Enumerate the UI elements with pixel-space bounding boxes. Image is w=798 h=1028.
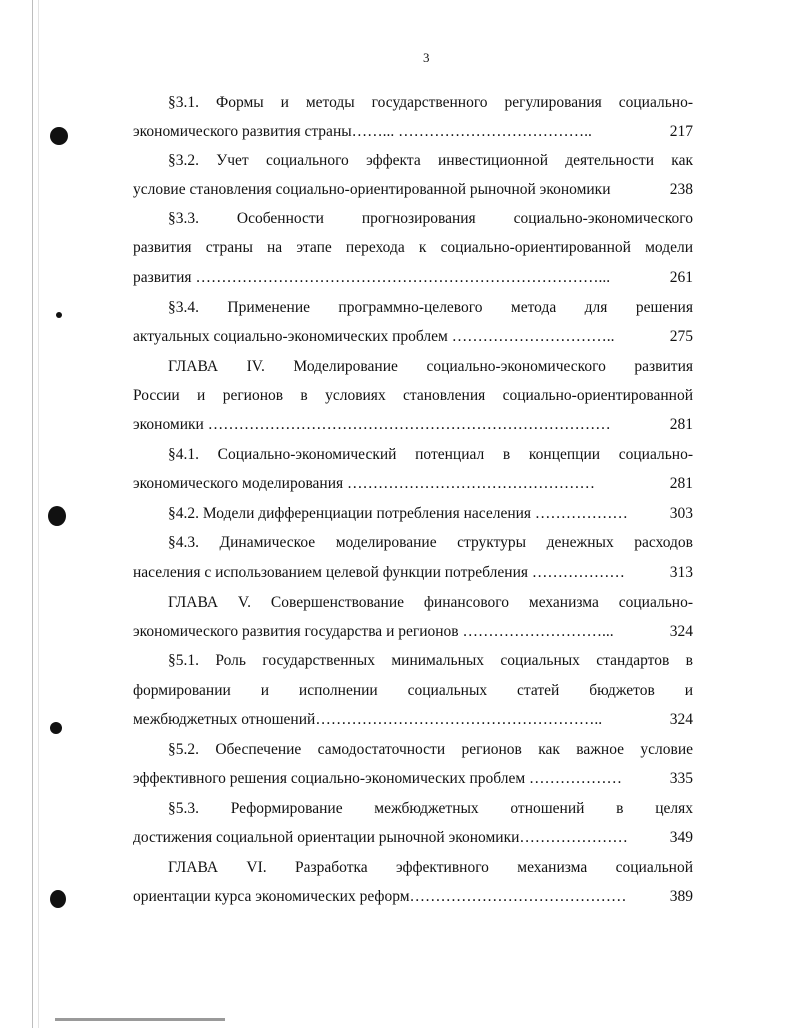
toc-entry-3-2-line1: §3.2. Учет социального эффекта инвестиционной деятельности как bbox=[168, 152, 693, 169]
toc-entry-4-3-line1: §4.3. Динамическое моделирование структуры денежных расходов bbox=[168, 534, 693, 551]
scan-speck bbox=[56, 312, 62, 318]
scan-edge-line-secondary bbox=[38, 0, 39, 1028]
toc-page-number: 313 bbox=[669, 564, 693, 581]
toc-entry-3-2-line2: условие становления социально-ориентированной рыночной экономики 238 bbox=[133, 177, 693, 203]
toc-entry-5-3-line1: §5.3. Реформирование межбюджетных отношений в целях bbox=[168, 800, 693, 817]
toc-page-number: 281 bbox=[669, 475, 693, 492]
toc-page-number: 217 bbox=[669, 123, 693, 140]
toc-entry-4-2: §4.2. Модели дифференциации потребления населения ……………… 303 bbox=[168, 501, 693, 527]
toc-entry-3-3-line2: развития страны на этапе перехода к социально-ориентированной модели bbox=[133, 239, 693, 256]
binder-hole-mark bbox=[50, 722, 62, 734]
toc-entry-5-1-line3: межбюджетных отношений……………………………………………….. 324 bbox=[133, 707, 693, 733]
toc-page-number: 261 bbox=[669, 269, 693, 286]
toc-page-number: 389 bbox=[669, 888, 693, 905]
toc-entry-4-3-line2: населения с использованием целевой функции потребления ……………… 313 bbox=[133, 560, 693, 586]
toc-page-number: 238 bbox=[669, 181, 693, 198]
toc-entry-3-1-line2: экономического развития страны……... ……………………………….. 217 bbox=[133, 119, 693, 145]
toc-page-number: 349 bbox=[669, 829, 693, 846]
toc-chapter-6-line1: ГЛАВА VI. Разработка эффективного механизма социальной bbox=[168, 859, 693, 876]
toc-chapter-5-line2: экономического развития государства и регионов ………………………... 324 bbox=[133, 619, 693, 645]
toc-page-number: 303 bbox=[669, 505, 693, 522]
toc-entry-5-1-line1: §5.1. Роль государственных минимальных социальных стандартов в bbox=[168, 652, 693, 669]
toc-page-number: 335 bbox=[669, 770, 693, 787]
toc-entry-3-3-line1: §3.3. Особенности прогнозирования социально-экономического bbox=[168, 210, 693, 227]
scan-bottom-artifact bbox=[55, 1018, 225, 1021]
toc-chapter-4-line3: экономики …………………………………………………………………… 281 bbox=[133, 412, 693, 438]
toc-chapter-4-line1: ГЛАВА IV. Моделирование социально-экономического развития bbox=[168, 358, 693, 375]
toc-entry-5-1-line2: формировании и исполнении социальных статей бюджетов и bbox=[133, 682, 693, 699]
binder-hole-mark bbox=[48, 506, 66, 526]
toc-entry-5-2-line1: §5.2. Обеспечение самодостаточности регионов как важное условие bbox=[168, 741, 693, 758]
toc-entry-3-1-line1: §3.1. Формы и методы государственного регулирования социально- bbox=[168, 94, 693, 111]
toc-page-number: 281 bbox=[669, 416, 693, 433]
binder-hole-mark bbox=[50, 890, 66, 908]
toc-page-number: 324 bbox=[669, 711, 693, 728]
toc-chapter-4-line2: России и регионов в условиях становления социально-ориентированной bbox=[133, 387, 693, 404]
toc-entry-5-2-line2: эффективного решения социально-экономических проблем ……………… 335 bbox=[133, 766, 693, 792]
binder-hole-mark bbox=[50, 127, 68, 145]
toc-entry-4-1-line2: экономического моделирования ………………………………………… 281 bbox=[133, 471, 693, 497]
toc-page-number: 275 bbox=[669, 328, 693, 345]
toc-chapter-6-line2: ориентации курса экономических реформ…………………………………… 389 bbox=[133, 884, 693, 910]
page-number: 3 bbox=[423, 50, 430, 65]
toc-page-number: 324 bbox=[669, 623, 693, 640]
toc-entry-4-1-line1: §4.1. Социально-экономический потенциал в концепции социально- bbox=[168, 446, 693, 463]
toc-entry-5-3-line2: достижения социальной ориентации рыночной экономики………………… 349 bbox=[133, 825, 693, 851]
toc-chapter-5-line1: ГЛАВА V. Совершенствование финансового механизма социально- bbox=[168, 594, 693, 611]
scan-edge-line bbox=[32, 0, 33, 1028]
toc-entry-3-4-line2: актуальных социально-экономических проблем ………………………….. 275 bbox=[133, 324, 693, 350]
toc-entry-3-4-line1: §3.4. Применение программно-целевого метода для решения bbox=[168, 299, 693, 316]
toc-entry-3-3-line3: развития ……………………………………………………………………... 261 bbox=[133, 265, 693, 291]
